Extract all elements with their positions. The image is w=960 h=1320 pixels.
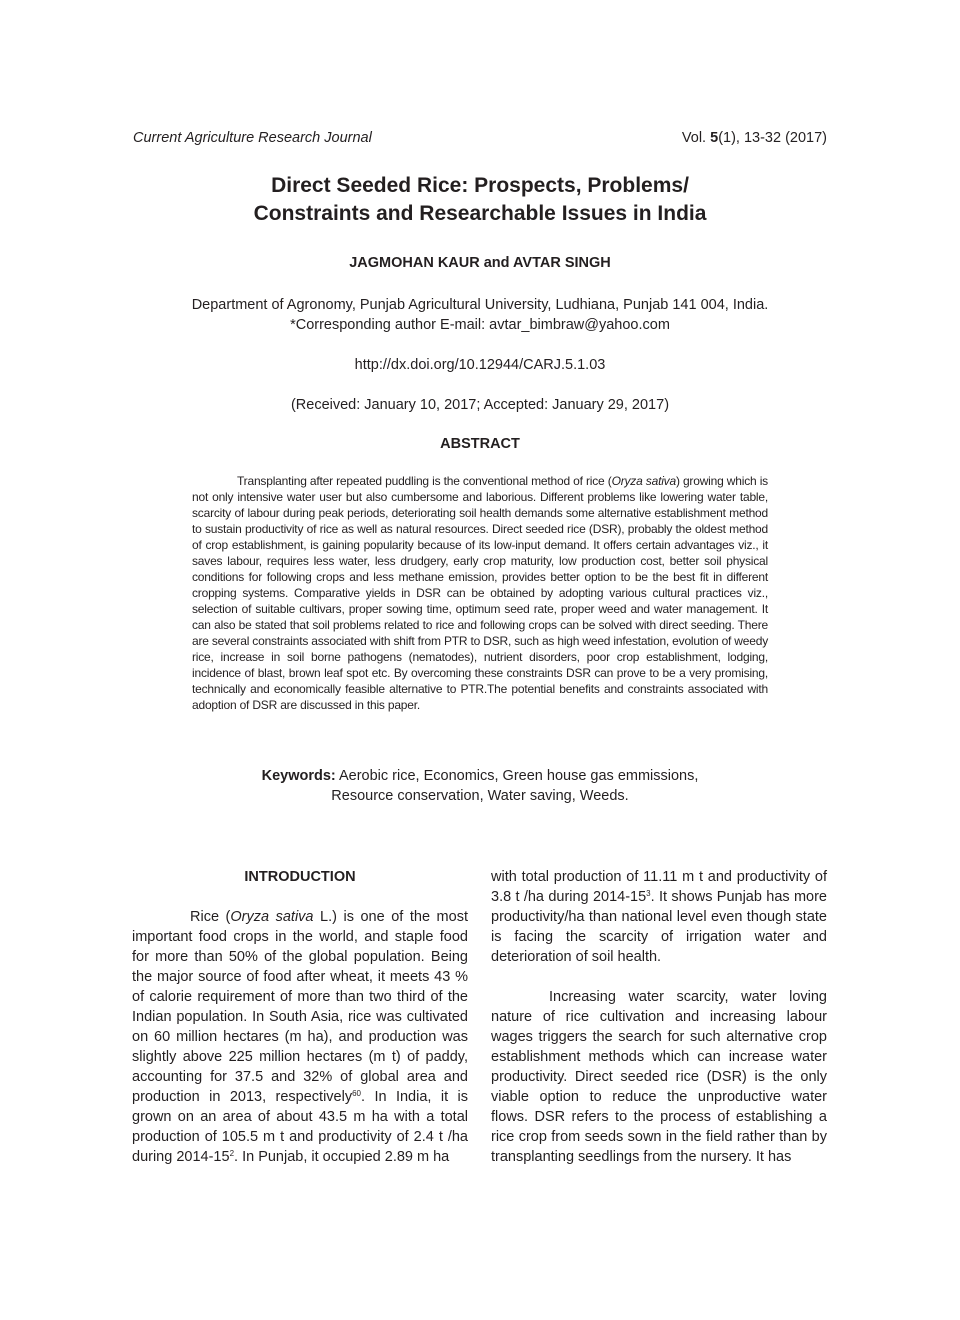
volume-info: Vol. 5(1), 13-32 (2017)	[681, 130, 827, 146]
paper-title	[0, 172, 960, 228]
keywords: Keywords: Aerobic rice, Economics, Green house gas emmissions, Resource conservation, Water saving, Weeds.	[261, 768, 699, 804]
intro-paragraph-2: Increasing water scarcity, water loving nature of rice cultivation and increasing labour wages triggers the search for such alternative crop establishment methods which can increase water productivity. Direct seeded rice (DSR) is the only viable option to reduce the unproductive water flows. DSR refers to the process of establishing a rice crop from seeds sown in the field rather than by transplanting seedlings from the nursery. It has	[491, 989, 827, 1165]
left-column	[132, 867, 468, 1167]
doi-link[interactable]: http://dx.doi.org/10.12944/CARJ.5.1.03	[354, 357, 606, 373]
affiliation: Department of Agronomy, Punjab Agricultural University, Ludhiana, Punjab 141 004, India.	[191, 297, 769, 313]
keywords-label: Keywords:	[261, 768, 336, 784]
intro-paragraph-1-cont: with total production of 11.11 m t and productivity of 3.8 t /ha during $2014-15^3$. It shows Punjab has more productivity/ha than national level even though state is facing the scarcity of irrigation water and deterioration of soil health.	[491, 869, 827, 965]
received-dates: (Received: January 10, 2017; Accepted: January 29, 2017)	[290, 397, 670, 413]
journal-name: Current Agriculture Research Journal	[133, 130, 372, 146]
authors: JAGMOHAN KAUR and AVTAR SINGH	[349, 255, 611, 271]
title-line-2: Constraints and Researchable Issues in India	[253, 202, 707, 225]
introduction-heading: INTRODUCTION	[244, 869, 356, 885]
intro-paragraph-1: Rice (Oryza sativa L.) is one of the most important food crops in the world, and staple food for more than 50% of the global population. Being the major source of food after wheat, it meets 43 % of calorie requirement of more than two third of the Indian population. In South Asia, rice was cultivated on 60 million hectares (m ha), and production was slightly above 225 million hectares (m t) of paddy, accounting for 37.5 and 32% of global area and production in 2013, respectively$^{60}$. In India, it is grown on an area of about 43.5 m ha with a total production of 105.5 m t and productivity of 2.4 t /ha during $2014-15^2$. In Punjab, it occupied 2.89 m ha	[132, 909, 468, 1165]
right-column	[491, 867, 827, 1167]
abstract-text: Transplanting after repeated puddling is the conventional method of rice (Oryza sativa) growing which is not only intensive water user but also cumbersome and laborious. Different problems like lowering water table, scarcity of labour during peak periods, deteriorating soil health demands some alternative establishment method to sustain productivity of rice as well as natural resources. Direct seeded rice (DSR), probably the oldest method of crop establishment, is gaining popularity because of its low-input demand. It offers certain advantages viz., it saves labour, requires less water, less drudgery, early crop maturity, low production cost, better soil physical conditions for following crops and less methane emission, provides better option to be the best fit in different cropping systems. Comparative yields in DSR can be obtained by adopting various cultural practices viz., selection of suitable cultivars, proper sowing time, optimum seed rate, proper weed and water management. It can also be stated that soil problems related to rice and following crops can be solved with direct seeding. There are several constraints associated with shift from PTR to DSR, such as high weed infestation, evolution of weedy rice, increase in soil borne pathogens (nematodes), nutrient disorders, poor crop establishment, lodging, incidence of blast, brown leaf spot etc. By overcoming these constraints DSR can prove to be a very promising, technically and economically feasible alternative to PTR.The potential benefits and constraints associated with adoption of DSR are discussed in this paper.	[192, 474, 768, 712]
abstract-heading: ABSTRACT	[440, 436, 520, 452]
title-line-1: Direct Seeded Rice: Prospects, Problems/	[271, 174, 689, 197]
corresponding-author: *Corresponding author E-mail: avtar_bimbraw@yahoo.com	[290, 317, 670, 333]
